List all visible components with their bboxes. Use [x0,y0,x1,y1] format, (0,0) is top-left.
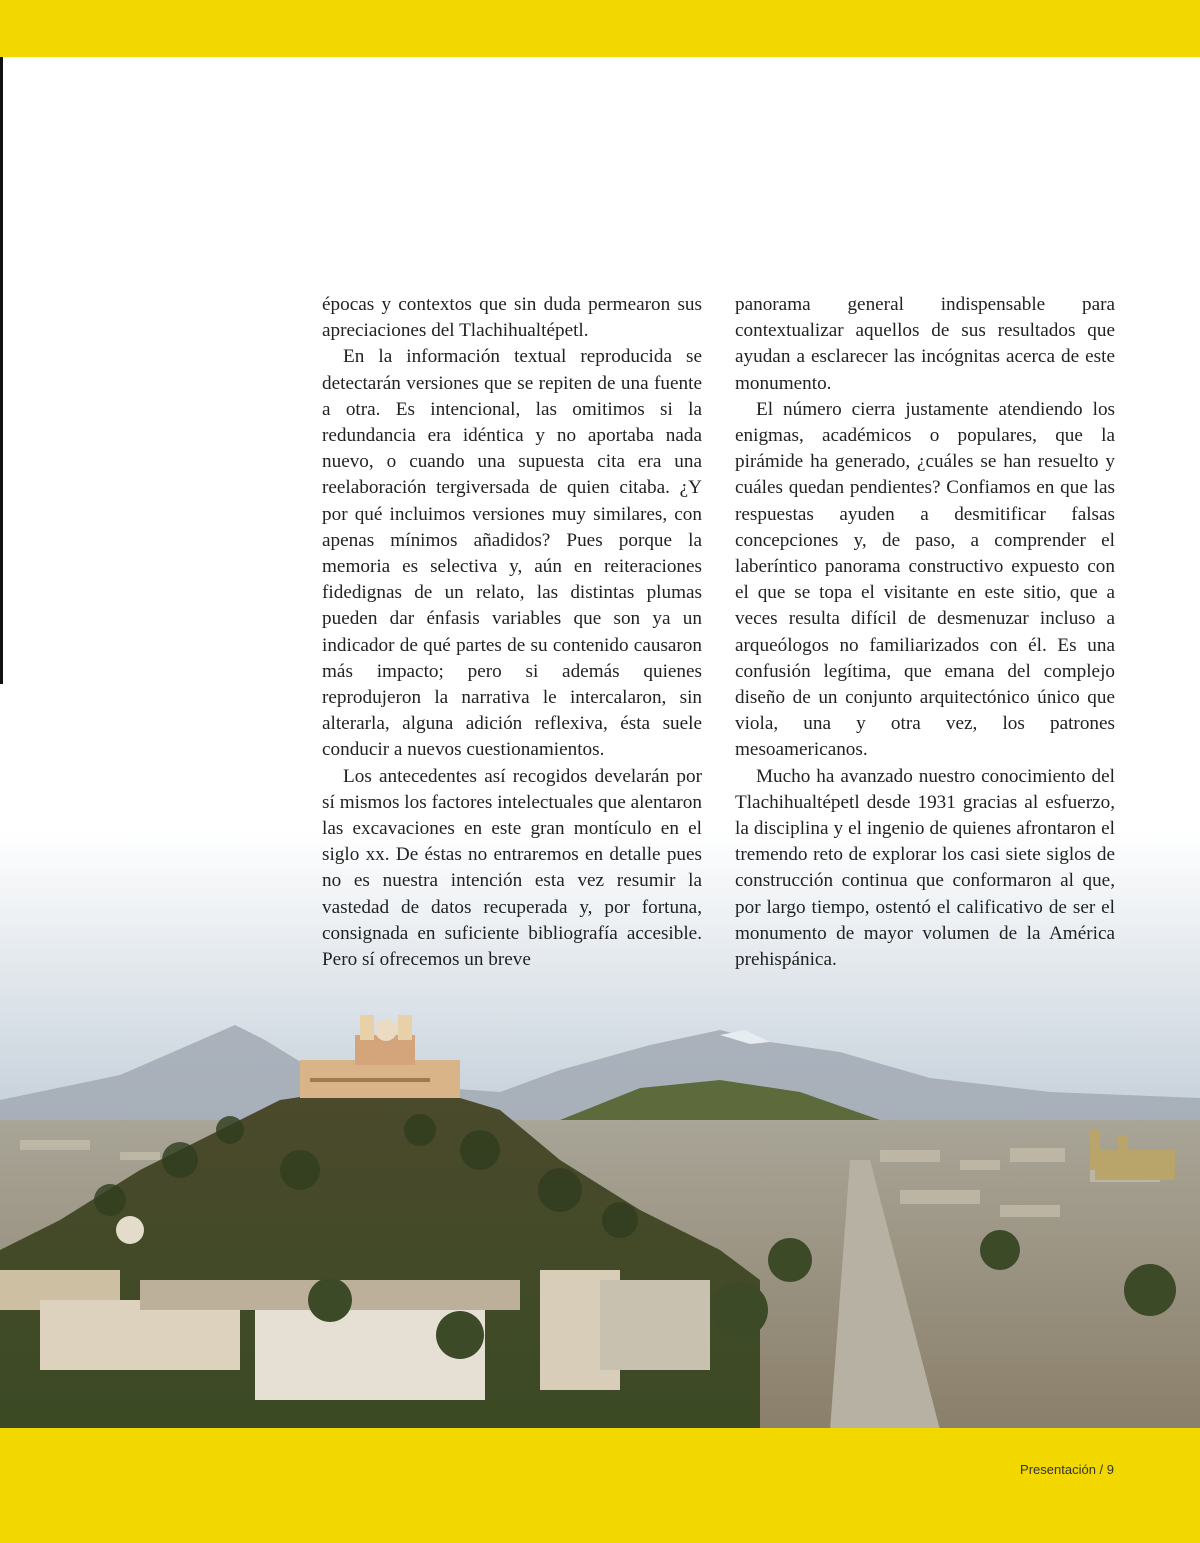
paragraph: En la información textual reproducida se detectarán versiones que se repiten de una fuente a otra. Es intencional, las omitimos si la redundancia era idéntica y no aportaba nada nuevo, o cuando una supuesta cita era una reelaboración tergiversada de quien citaba. ¿Y por qué incluimos versiones muy similares, con apenas mínimos añadidos? Pues porque la memoria es selectiva y, aún en reiteraciones fidedignas de un relato, las distintas plumas pueden dar énfasis variables que son ya un indicador de qué partes de su contenido causaron más impacto; pero si además quienes reprodujeron la narrativa le intercalaron, sin alterarla, alguna adición reflexiva, ésta suele conducir a nuevos cuestionamientos. [322,346,702,761]
bottom-color-band [0,1428,1200,1543]
paragraph: Mucho ha avanzado nuestro conocimiento del Tlachihualtépetl desde 1931 gracias al esfuerzo, la disciplina y el ingenio de quienes afrontaron el tremendo reto de explorar los casi siete siglos de construcción continua que conformaron al que, por largo tiempo, ostentó el calificativo de ser el monumento de mayor volumen de la América prehispánica. [735,765,1115,971]
text-column-right [735,292,1115,973]
paragraph: épocas y contextos que sin duda permearon sus apreciaciones del Tlachihualtépetl. [322,294,702,342]
paragraph: Los antecedentes así recogidos develarán por sí mismos los factores intelectuales que alentaron las excavaciones en este gran montículo en el siglo xx. De éstas no entraremos en detalle pues no es nuestra intención esta vez resumir la vastedad de datos recuperada y, por fortuna, consignada en suficiente bibliografía accesible. Pero sí ofrecemos un breve [322,765,702,971]
text-column-left [322,292,702,973]
top-color-band [0,0,1200,57]
page-folio: Presentación / 9 [1020,1462,1114,1477]
paragraph: El número cierra justamente atendiendo los enigmas, académicos o populares, que la pirámide ha generado, ¿cuáles se han resuelto y cuáles quedan pendientes? Confiamos en que las respuestas ayuden a desmitificar falsas concepciones y, de paso, a comprender el laberíntico panorama constructivo expuesto con el que se topa el visitante en este sitio, que a veces resulta difícil de desmenuzar incluso a arqueólogos no familiarizados con él. Es una confusión legítima, que emana del complejo diseño de un conjunto arquitectónico único que viola, una y otra vez, los patrones mesoamericanos. [735,398,1115,761]
paragraph: panorama general indispensable para contextualizar aquellos de sus resultados que ayudan a esclarecer las incógnitas acerca de este monumento. [735,294,1115,394]
left-margin-rule [0,57,3,684]
